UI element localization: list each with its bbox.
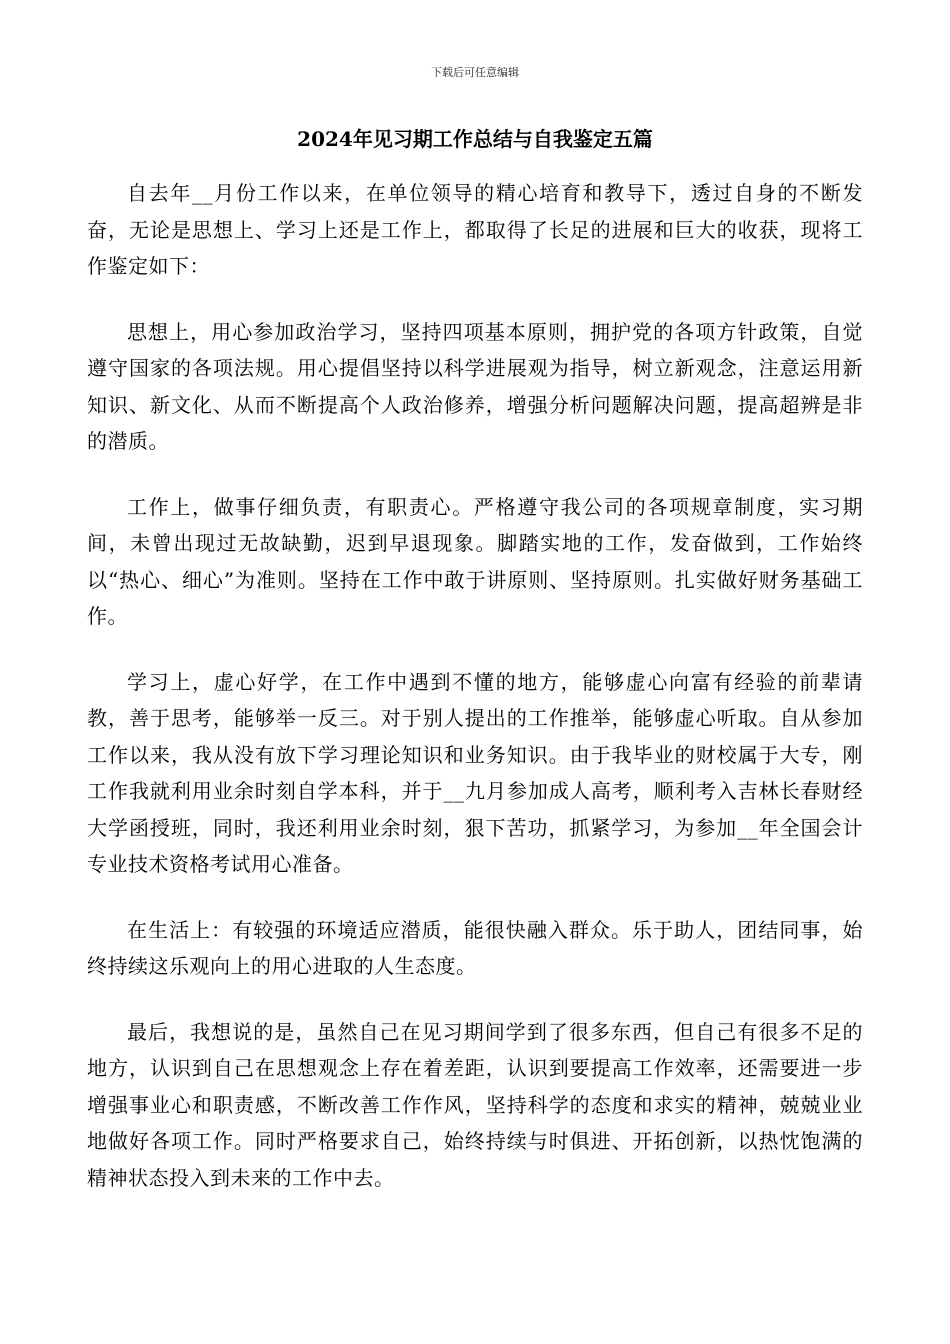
paragraph-conclusion: 最后，我想说的是，虽然自己在见习期间学到了很多东西，但自己有很多不足的地方，认识到自己在思想观念上存在着差距，认识到要提高工作效率，还需要进一步增强事业心和职责感，不断改善工作作风，坚持科学的态度和求实的精神，兢兢业业地做好各项工作。同时严格要求自己，始终持续与时俱进、开拓创新，以热忱饱满的精神状态投入到未来的工作中去。	[87, 1019, 863, 1190]
paragraph-intro: 自去年__月份工作以来，在单位领导的精心培育和教导下，透过自身的不断发奋，无论是思想上、学习上还是工作上，都取得了长足的进展和巨大的收获，现将工作鉴定如下：	[87, 181, 863, 278]
paragraph-thought: 思想上，用心参加政治学习，坚持四项基本原则，拥护党的各项方针政策，自觉遵守国家的各项法规。用心提倡坚持以科学进展观为指导，树立新观念，注意运用新知识、新文化、从而不断提高个人政治修养，增强分析问题解决问题，提高超辨是非的潜质。	[87, 319, 863, 453]
paragraph-study: 学习上，虚心好学，在工作中遇到不懂的地方，能够虚心向富有经验的前辈请教，善于思考，能够举一反三。对于别人提出的工作推举，能够虚心听取。自从参加工作以来，我从没有放下学习理论知识和业务知识。由于我毕业的财校属于大专，刚工作我就利用业余时刻自学本科，并于__九月参加成人高考，顺利考入吉林长春财经大学函授班，同时，我还利用业余时刻，狠下苦功，抓紧学习，为参加__年全国会计专业技术资格考试用心准备。	[87, 669, 863, 876]
paragraph-work: 工作上，做事仔细负责，有职责心。严格遵守我公司的各项规章制度，实习期间，未曾出现过无故缺勤，迟到早退现象。脚踏实地的工作，发奋做到，工作始终以“热心、细心”为准则。坚持在工作中敢于讲原则、坚持原则。扎实做好财务基础工作。	[87, 494, 863, 628]
paragraph-life: 在生活上：有较强的环境适应潜质，能很快融入群众。乐于助人，团结同事，始终持续这乐观向上的用心进取的人生态度。	[87, 917, 863, 978]
document-body	[87, 175, 863, 1225]
document-title: 2024年见习期工作总结与自我鉴定五篇	[297, 127, 653, 151]
header-note: 下载后可任意编辑	[431, 66, 519, 79]
